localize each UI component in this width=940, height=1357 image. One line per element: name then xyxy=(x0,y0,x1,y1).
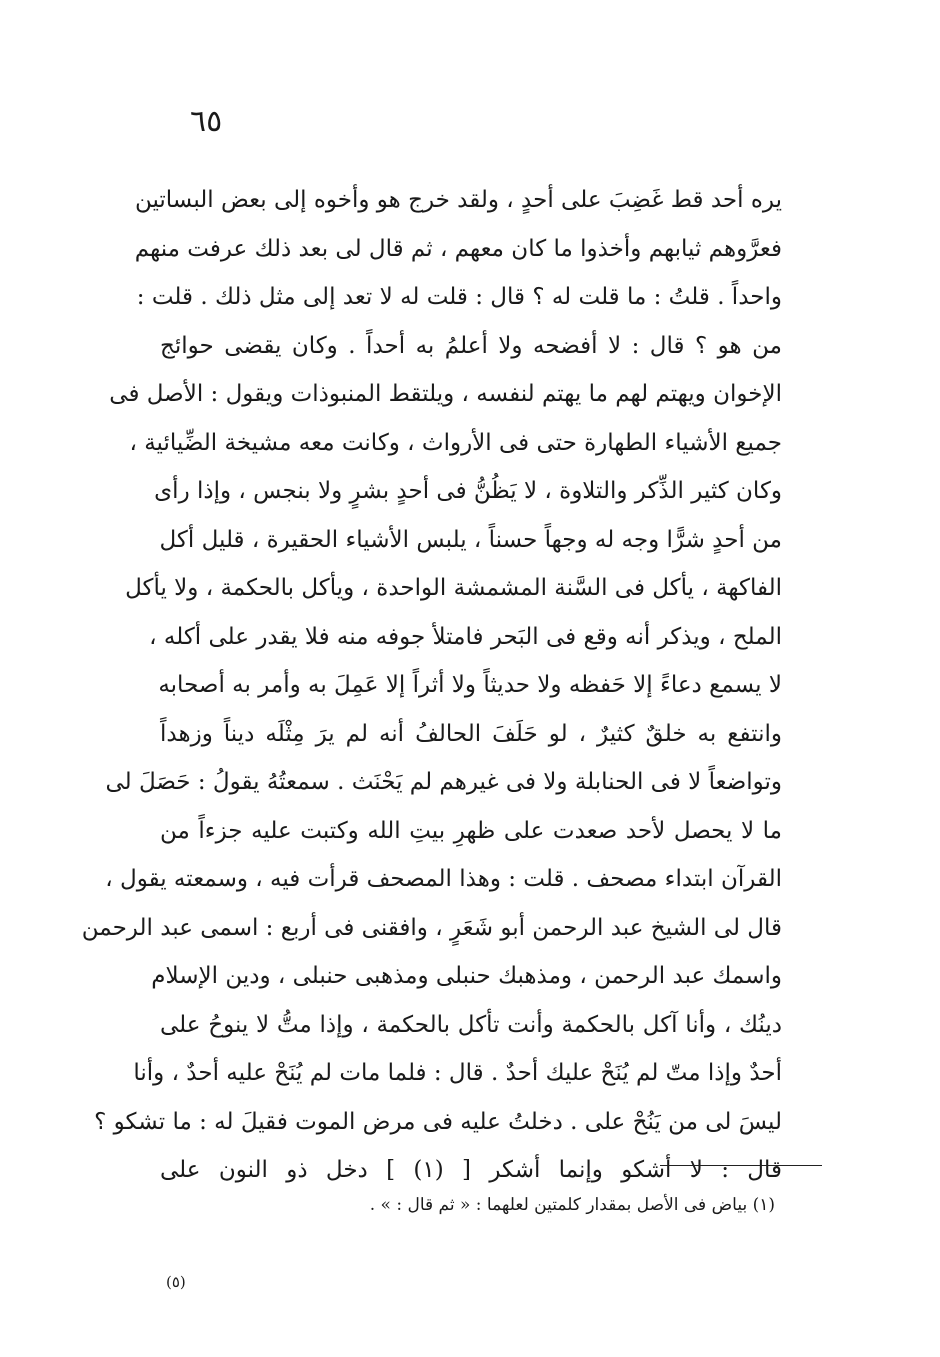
text-line: لا يسمع دعاءً إلا حَفظه ولا حديثاً ولا أثراً إلا عَمِلَ به وأمر به أصحابه xyxy=(158,672,782,698)
text-line: قال لى الشيخ عبد الرحمن أبو شَعَرٍ ، وافقنى فى أربع : اسمى عبد الرحمن xyxy=(81,914,782,941)
text-line: من أحدٍ شرًّا وجه له وجهاً حسناً ، يلبس الأشياء الحقيرة ، قليل أكل xyxy=(159,526,782,553)
text-line: يره أحد قط غَضِبَ على أحدٍ ، ولقد خرج هو وأخوه إلى بعض البساتين xyxy=(134,187,782,213)
text-line: الملح ، ويذكر أنه وقع فى البَحر فامتلأ جوفه منه فلا يقدر على أكله ، xyxy=(149,623,782,650)
footnote-divider xyxy=(660,1165,822,1166)
text-line: وكان كثير الذِّكر والتلاوة ، لا يَظُنُّ فى أحدٍ بشرٍ ولا بنجس ، وإذا رأى xyxy=(154,478,782,504)
text-line: جميع الأشياء الطهارة حتى فى الأرواث ، وكانت معه مشيخة الضِّيائية ، xyxy=(129,429,782,456)
text-line: من هو ؟ قال : لا أفضحه ولا أعلمُ به أحداً . وكان يقضى حوائج xyxy=(160,332,782,359)
text-line: وتواضعاً لا فى الحنابلة ولا فى غيرهم لم يَحْنَث . سمعتُهُ يقولُ : حَصَلَ لى xyxy=(105,769,782,795)
text-line: الإخوان ويهتم لهم ما يهتم لنفسه ، ويلتقط المنبوذات ويقول : الأصل فى xyxy=(109,381,782,407)
page-number: ٦٥ xyxy=(190,104,223,139)
text-line: واسمك عبد الرحمن ، ومذهبك حنبلى ومذهبى حنبلى ، ودين الإسلام xyxy=(151,963,782,989)
text-line: أحدٌ وإذا متّ لم يُنَحْ عليك أحدٌ . قال : فلما مات لم يُنَحْ عليه أحدٌ ، وأنا xyxy=(133,1060,782,1086)
text-line: ليسَ لى من يَنُحْ على . دخلتُ عليه فى مرض الموت فقيلَ له : ما تشكو ؟ xyxy=(94,1108,782,1135)
text-line: واحداً . قلتُ : ما قلت له ؟ قال : قلت له لا تعد إلى مثل ذلك . قلت : xyxy=(136,284,782,310)
text-line: ما لا يحصل لأحد صعدت على ظهرِ بيتِ الله وكتبت عليه جزءاً من xyxy=(160,817,782,844)
text-line: وانتفع به خلقٌ كثيرٌ ، لو حَلَفَ الحالفُ أنه لم يرَ مِثْلَه ديناً وزهداً xyxy=(160,720,782,747)
text-line: دينُك ، وأنا آكل بالحكمة وأنت تأكل بالحكمة ، وإذا متُّ لا ينوحُ على xyxy=(160,1011,782,1038)
main-text-block xyxy=(81,176,782,1195)
text-line: القرآن ابتداء مصحف . قلت : وهذا المصحف قرأت فيه ، وسمعته يقول ، xyxy=(105,866,782,892)
text-line: قال : لا أشكو وإنما أشكر [ (١) ] دخل ذو النون على xyxy=(160,1157,782,1183)
signature-mark: (٥) xyxy=(166,1273,186,1291)
text-line: فعرَّوهم ثيابهم وأخذوا ما كان معهم ، ثم قال لى بعد ذلك عرفت منهم xyxy=(134,235,782,262)
text-line: الفاكهة ، يأكل فى السَّنة المشمشة الواحدة ، ويأكل بالحكمة ، ولا يأكل xyxy=(125,575,782,601)
footnote: (١) بياض فى الأصل بمقدار كلمتين لعلهما : « ثم قال : » . xyxy=(369,1195,775,1215)
